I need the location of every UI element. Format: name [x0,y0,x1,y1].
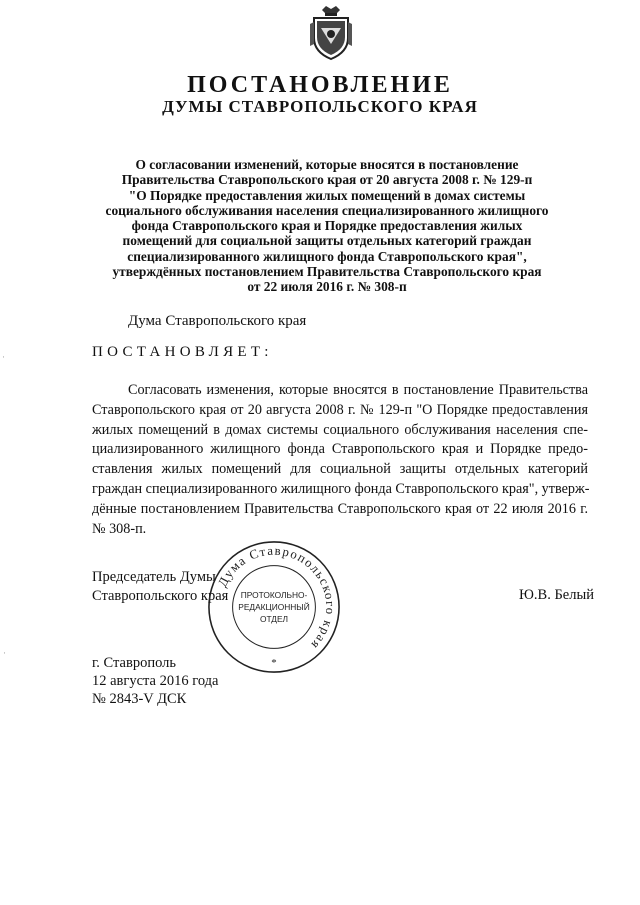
scan-artifact: · [3,648,6,658]
document-footer [92,654,218,708]
footer-city: г. Ставрополь [92,655,177,671]
signatory-role-line: Председатель Думы [92,569,216,585]
footer-number: № 2843-V ДСК [92,691,187,707]
subject-line: специализированного жилищного фонда Ставропольского края", [127,248,527,264]
subject-line: Правительства Ставропольского края от 20 августа 2008 г. № 129-п [121,172,533,188]
coat-of-arms-emblem [308,4,354,62]
body-line: жилых помещений в домах системы социального обслуживания населения спе- [92,421,588,438]
document-subtitle: ДУМЫ СТАВРОПОЛЬСКОГО КРАЯ [162,97,478,116]
subject-line: социального обслуживания населения специализированного жилищного [105,202,549,218]
document-title: ПОСТАНОВЛЕНИЕ [187,72,453,98]
stamp-star-icon: * [271,657,277,670]
stamp-center-text: РЕДАКЦИОННЫЙ [238,601,310,612]
body-line: Ставропольского края от 20 августа 2008 г. № 129-п "О Порядке предоставления [92,401,588,418]
signatory-role-line: Ставропольского края [92,588,229,604]
resolves-heading: ПОСТАНОВЛЯЕТ: [92,344,273,360]
stamp-center-text: ПРОТОКОЛЬНО- [240,590,308,601]
scan-artifact: · [2,352,5,362]
signatory-name: Ю.В. Белый [519,587,594,603]
stamp-ring-text: Дума Ставропольского края [215,543,338,653]
body-line: граждан специализированного жилищного фонда Ставропольского края", утверж- [92,480,590,497]
official-stamp [205,538,343,676]
body-line: ставления жилых помещений для социальной защиты отдельных категорий [92,461,588,478]
footer-date: 12 августа 2016 года [92,673,219,689]
subject-line: от 22 июля 2016 г. № 308-п [247,279,407,295]
body-line: Согласовать изменения, которые вносятся в постановление Правительства [128,382,588,398]
document-subject [92,157,562,295]
body-line: циализированного жилищного фонда Ставропольского края и Порядке предо- [92,441,588,458]
preamble: Дума Ставропольского края [128,313,307,329]
stamp-center-text: ОТДЕЛ [259,613,289,624]
resolution-body [92,381,588,539]
subject-line: "О Порядке предоставления жилых помещений в домах системы [128,187,526,203]
subject-line: помещений для социальной защиты отдельных категорий граждан [122,233,532,249]
body-line: № 308-п. [92,520,147,537]
subject-line: О согласовании изменений, которые вносятся в постановление [135,157,519,172]
subject-line: утверждённых постановлением Правительства Ставропольского края [112,264,542,280]
body-line: дённые постановлением Правительства Ставропольского края от 22 июля 2016 г. [92,500,588,517]
subject-line: фонда Ставропольского края и Порядке предоставления жилых [131,218,523,234]
